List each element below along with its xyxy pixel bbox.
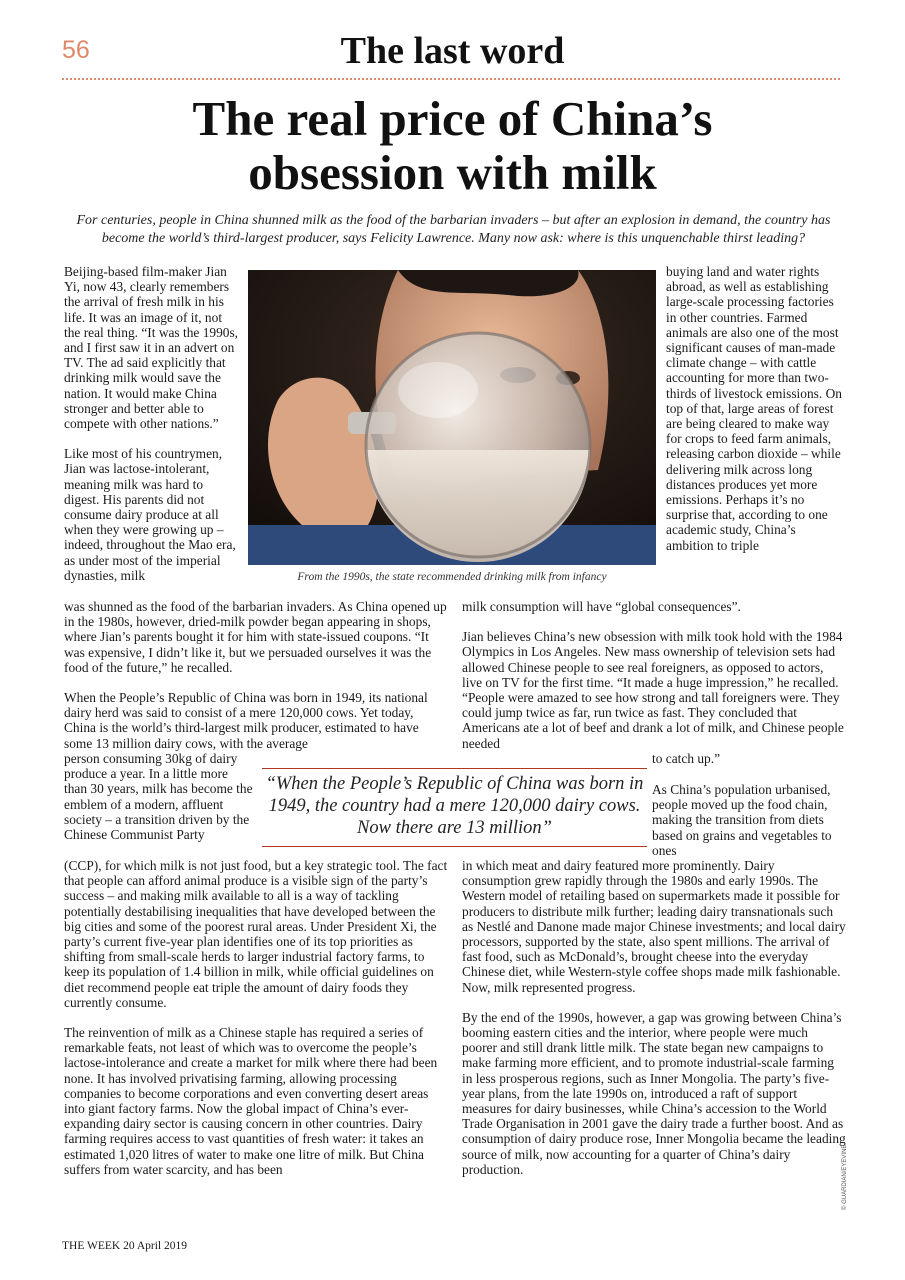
left-column-bottom [64,858,448,1177]
left-column-middle [64,599,448,751]
right-column-quote-wrap-top [652,751,842,766]
headline-line-2: obsession with milk [248,145,657,200]
right-column-top [666,264,842,553]
paragraph-continuation: person consuming 30kg of dairy produce a year. In a little more than 30 years, milk has become the emblem of a modern, affluent society – a transition driven by the Chinese Communist Party [64,751,253,843]
paragraph-continuation: in which meat and dairy featured more prominently. Dairy consumption grew rapidly through the 1980s and early 1990s. The Western model of retailing based on supermarkets made it possible for producers to distribute milk further; leading dairy transnationals such as Nestlé and Danone made major Chinese investments; and local dairy processors, supported by the state, also spent millions. The arrival of fast food, such as McDonald’s, brought cheese into the everyday Chinese diet, while Western-style coffee shops made milk fashionable. Now, milk represented progress. [462,858,846,995]
paragraph-continuation: (CCP), for which milk is not just food, but a key strategic tool. The fact that people can afford animal produce is a visible sign of the party’s success – and making milk available to all is a way of tackling potentially destabilising inequalities that have developed between the big cities and some of the poorest rural areas. Under President Xi, the party’s current five-year plan identifies one of its top priorities as shifting from small-scale herds to larger industrial factory farms, to keep its population of 1.4 billion in milk, while official guidelines on diet recommend people eat triple the amount of dairy foods they currently consume. [64,858,448,1010]
child-drinking-milk-illustration [248,270,656,565]
page-number: 56 [62,36,90,64]
pull-quote-rule-top [262,768,647,769]
section-title: The last word [340,30,565,72]
paragraph: As China’s population urbanised, people moved up the food chain, making the transition from diets based on grains and vegetables to ones [652,782,832,858]
paragraph: By the end of the 1990s, however, a gap was growing between China’s booming eastern cities and the interior, where people were much poorer and still drank little milk. The state began new campaigns to make farming more efficient, and to promote industrial-scale farming in less prosperous regions, such as Inner Mongolia. The party’s five-year plans, from the late 1990s on, introduced a raft of support measures for dairy businesses, while China’s accession to the World Trade Organisation in 2001 gave the dairy trade a further boost. And as consumption of dairy produce rose, Inner Mongolia became the leading source of milk, now accounting for a quarter of China’s dairy production. [462,1009,846,1177]
paragraph: milk consumption will have “global consequences”. [462,599,741,614]
pull-quote-rule-bottom [262,846,647,847]
right-column-middle [462,599,846,751]
paragraph: was shunned as the food of the barbarian invaders. As China opened up in the 1980s, however, dried-milk powder began appearing in shops, where Jian’s parents bought it for him with state-issued coupons. “It was expensive, I didn’t like it, but we persuaded ourselves it was the food of the future,” he recalled. [64,599,447,675]
publication-name: THE WEEK [62,1240,121,1252]
paragraph: When the People’s Republic of China was born in 1949, its national dairy herd was said to consist of a mere 120,000 cows. Yet today, China is the world’s third-largest milk producer, estimated to have some 13 million dairy cows, with the average [64,690,428,751]
issue-date: 20 April 2019 [123,1240,187,1252]
paragraph: Like most of his countrymen, Jian was lactose-intolerant, meaning milk was hard to digest. His parents did not consume dairy produce at all when they were growing up – indeed, throughout the Mao era, as under most of the imperial dynasties, milk [64,446,236,583]
paragraph: Jian believes China’s new obsession with milk took hold with the 1984 Olympics in Los Angeles. New mass ownership of television sets had allowed Chinese people to see real foreigners, as opposed to actors, live on TV for the first time. “It made a huge impression,” he recalled. “People were amazed to see how strong and tall foreigners were. They could jump twice as far, run twice as fast. They concluded that Americans ate a lot of beef and drank a lot of milk, and Chinese people needed [462,629,844,751]
photo-caption: From the 1990s, the state recommended drinking milk from infancy [297,571,607,583]
article-photo [248,270,656,565]
paragraph: buying land and water rights abroad, as well as establishing large-scale processing factories in other countries. Farmed animals are also one of the most significant causes of man-made climate change – with cattle accounting for more than two-thirds of livestock emissions. On top of that, large areas of forest are being cleared to make way for crops to feed farm animals, releasing carbon dioxide – while delivering milk across long distances produces yet more emissions. Perhaps it’s no surprise that, according to one academic study, China’s ambition to triple [666,264,842,553]
photo-credit-text: © GUARDIAN/EYEVINE [842,1144,848,1210]
left-column-quote-wrap [64,751,254,842]
headline [40,92,865,200]
paragraph: Beijing-based film-maker Jian Yi, now 43, clearly remembers the arrival of fresh milk in his life. It was an image of it, not the real thing. “It was the 1990s, and I first saw it in an advert on TV. The ad said explicitly that drinking milk would save the nation. It would make China stronger and better able to compete with other nations.” [64,264,239,432]
right-column-bottom [462,858,846,1177]
headline-line-1: The real price of China’s [192,91,713,146]
photo-credit [842,1140,852,1210]
right-column-quote-wrap [652,782,842,858]
header-divider [62,78,840,80]
pull-quote: “When the People’s Republic of China was born in 1949, the country had a mere 120,000 dairy cows. Now there are 13 million” [265,774,644,838]
standfirst: For centuries, people in China shunned milk as the food of the barbarian invaders – but after an explosion in demand, the country has become the world’s third-largest producer, says Felicity Lawrence. Many now ask: where is this unquenchable thirst leading? [76,213,831,246]
footer [62,1240,187,1252]
paragraph: The reinvention of milk as a Chinese staple has required a series of remarkable feats, not least of which was to overcome the people’s lactose-intolerance and create a market for milk where there had been none. It has involved privatising farming, allowing processing companies to become corporations and even converting desert areas into giant factory farms. Now the global impact of China’s ever-expanding dairy sector is causing concern in other countries. Dairy farming requires access to vast quantities of fresh water: it takes an estimated 1,020 litres of water to make one litre of milk. But China suffers from water scarcity, and has been [64,1025,438,1177]
paragraph-continuation: to catch up.” [652,751,721,766]
left-column-top [64,264,239,583]
